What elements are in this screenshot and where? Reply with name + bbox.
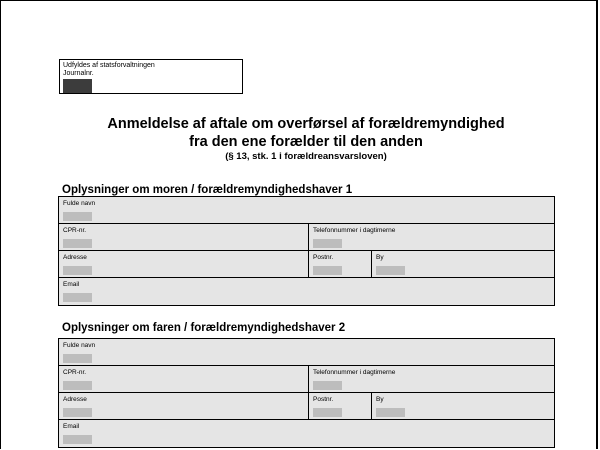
mother-full-name-label: Fulde navn [63, 200, 96, 207]
father-city-cell [372, 393, 554, 419]
father-address-input[interactable] [63, 408, 92, 417]
father-full-name-label: Fulde navn [63, 342, 96, 349]
title-line-2: fra den ene forælder til den anden [189, 134, 423, 150]
father-email-cell [59, 420, 554, 447]
journal-number-label: Journalnr. [63, 70, 94, 77]
title-line-1: Anmeldelse af aftale om overførsel af forældremyndighed [107, 116, 505, 132]
father-section-heading: Oplysninger om faren / forældremyndighedshaver 2 [62, 322, 346, 334]
form-row [59, 278, 554, 305]
father-cpr-label: CPR-nr. [63, 369, 87, 376]
page-title [0, 115, 600, 151]
form-row [59, 393, 554, 420]
father-address-label: Adresse [63, 396, 87, 403]
father-postal-cell [309, 393, 372, 419]
father-phone-label: Telefonnummer i dagtimerne [313, 369, 396, 376]
father-postal-label: Postnr. [313, 396, 334, 403]
mother-postal-cell [309, 251, 372, 277]
father-city-label: By [376, 396, 384, 403]
father-phone-input[interactable] [313, 381, 342, 390]
mother-cpr-label: CPR-nr. [63, 227, 87, 234]
mother-postal-label: Postnr. [313, 254, 334, 261]
mother-phone-cell [309, 224, 554, 250]
mother-city-input[interactable] [376, 266, 405, 275]
journal-number-field[interactable] [63, 79, 92, 93]
mother-form [58, 196, 555, 306]
father-address-cell [59, 393, 309, 419]
office-use-box [59, 59, 243, 94]
form-row [59, 197, 554, 224]
form-row [59, 366, 554, 393]
mother-city-cell [372, 251, 554, 277]
father-form [58, 338, 555, 448]
form-row [59, 251, 554, 278]
mother-city-label: By [376, 254, 384, 261]
father-postal-input[interactable] [313, 408, 342, 417]
mother-postal-input[interactable] [313, 266, 342, 275]
page-subtitle: (§ 13, stk. 1 i forældreansvarsloven) [225, 151, 387, 162]
form-row [59, 339, 554, 366]
father-phone-cell [309, 366, 554, 392]
mother-email-input[interactable] [63, 293, 92, 302]
mother-phone-label: Telefonnummer i dagtimerne [313, 227, 396, 234]
mother-email-cell [59, 278, 554, 305]
mother-email-label: Email [63, 281, 80, 288]
mother-address-label: Adresse [63, 254, 87, 261]
father-full-name-cell [59, 339, 554, 365]
mother-cpr-cell [59, 224, 309, 250]
mother-full-name-input[interactable] [63, 212, 92, 221]
form-row [59, 420, 554, 447]
father-city-input[interactable] [376, 408, 405, 417]
father-email-label: Email [63, 423, 80, 430]
mother-address-cell [59, 251, 309, 277]
form-row [59, 224, 554, 251]
mother-phone-input[interactable] [313, 239, 342, 248]
mother-address-input[interactable] [63, 266, 92, 275]
mother-section-heading: Oplysninger om moren / forældremyndighedshaver 1 [62, 184, 353, 196]
father-email-input[interactable] [63, 435, 92, 444]
father-cpr-input[interactable] [63, 381, 92, 390]
father-cpr-cell [59, 366, 309, 392]
mother-full-name-cell [59, 197, 554, 223]
father-full-name-input[interactable] [63, 354, 92, 363]
office-use-label: Udfyldes af statsforvaltningen [63, 62, 155, 69]
mother-cpr-input[interactable] [63, 239, 92, 248]
